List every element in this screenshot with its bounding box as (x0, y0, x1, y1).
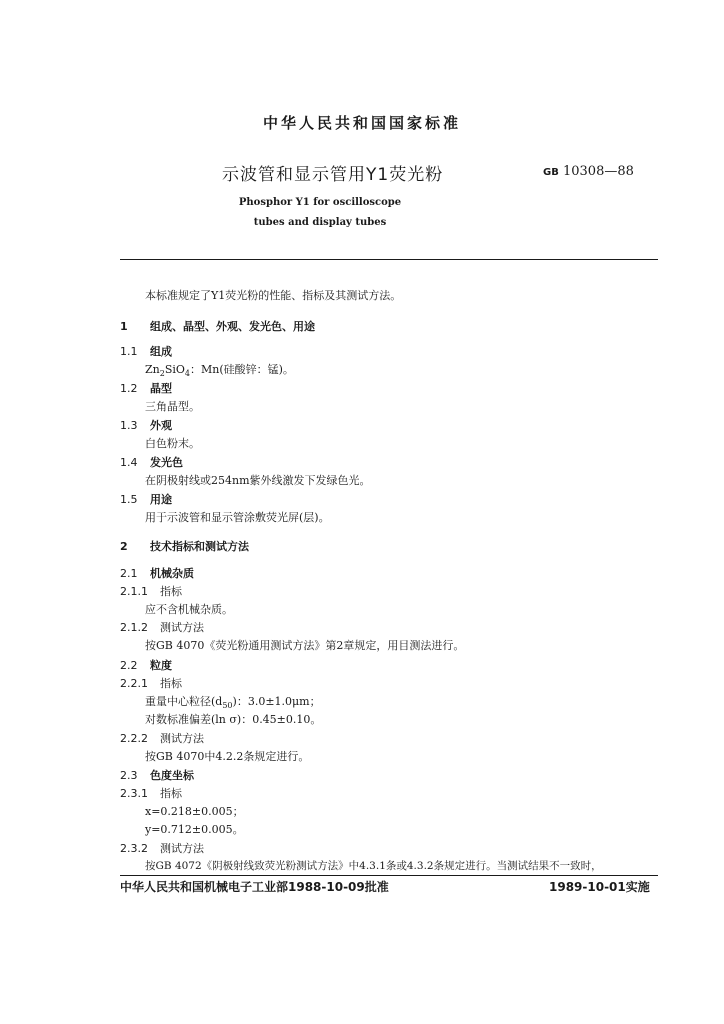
section-2-2-2-text: 按GB 4070中4.2.2条规定进行。 (145, 750, 310, 763)
section-1-5-heading (120, 491, 172, 507)
section-2-3-heading (120, 767, 194, 783)
section-title: 机械杂质 (150, 567, 194, 580)
chromaticity-y: y=0.712±0.005。 (145, 823, 244, 836)
section-title: 粒度 (150, 659, 172, 672)
section-1-3-text: 白色粉末。 (145, 437, 200, 450)
section-number: 2.2 (120, 659, 138, 672)
section-1-2-text: 三角晶型。 (145, 400, 200, 413)
gb-prefix: GB (543, 167, 559, 178)
header-rule (120, 259, 658, 260)
section-title: 指标 (160, 585, 182, 598)
gb-number: 10308—88 (562, 164, 634, 179)
composition-formula (145, 361, 294, 378)
section-number: 2 (120, 540, 128, 553)
standard-title-en-line1: Phosphor Y1 for oscilloscope (238, 197, 402, 208)
section-2-1-1-heading (120, 583, 182, 599)
section-title: 晶型 (150, 382, 172, 395)
section-number: 2.2.1 (120, 677, 148, 690)
section-number: 1.2 (120, 382, 138, 395)
section-number: 2.1.2 (120, 621, 148, 634)
section-2-3-2-text: 按GB 4072《阴极射线致荧光粉测试方法》中4.3.1条或4.3.2条规定进行。当测试结果不一致时， (145, 860, 602, 872)
section-number: 2.2.2 (120, 732, 148, 745)
standard-title-cn: 示波管和显示管用Y1荧光粉 (222, 165, 444, 185)
formula-part: ：Mn(硅酸锌：锰)。 (190, 363, 294, 376)
section-title: 用途 (150, 493, 172, 506)
implementation-date: 1989-10-01实施 (549, 880, 650, 894)
section-title: 组成、晶型、外观、发光色、用途 (150, 320, 315, 333)
section-2-1-2-heading (120, 619, 204, 635)
section-2-heading (120, 538, 249, 554)
text-part: )：3.0±1.0μm； (232, 695, 321, 708)
section-title: 指标 (160, 787, 182, 800)
section-2-3-1-heading (120, 785, 182, 801)
section-2-2-1-heading (120, 675, 182, 691)
section-number: 1.4 (120, 456, 138, 469)
section-number: 2.1.1 (120, 585, 148, 598)
section-number: 1.5 (120, 493, 138, 506)
particle-size-median (145, 693, 321, 710)
section-number: 1 (120, 320, 128, 333)
section-title: 测试方法 (160, 621, 204, 634)
section-2-2-2-heading (120, 730, 204, 746)
section-number: 1.1 (120, 345, 138, 358)
approval-line: 中华人民共和国机械电子工业部1988-10-09批准 (120, 880, 389, 894)
section-1-3-heading (120, 417, 172, 433)
section-1-5-text: 用于示波管和显示管涂敷荧光屏(层)。 (145, 511, 330, 524)
formula-subscript: 4 (184, 369, 190, 379)
section-title: 组成 (150, 345, 172, 358)
section-title: 色度坐标 (150, 769, 194, 782)
section-number: 2.3 (120, 769, 138, 782)
section-number: 2.3.1 (120, 787, 148, 800)
text-part: 重量中心粒径(d (145, 695, 223, 708)
intro-paragraph: 本标准规定了Y1荧光粉的性能、指标及其测试方法。 (145, 289, 402, 302)
section-title: 测试方法 (160, 732, 204, 745)
section-title: 外观 (150, 419, 172, 432)
chromaticity-x: x=0.218±0.005； (145, 805, 244, 818)
section-2-1-heading (120, 565, 194, 581)
standard-title-en-line2: tubes and display tubes (253, 217, 387, 228)
section-2-1-1-text: 应不含机械杂质。 (145, 603, 233, 616)
footer-rule (120, 875, 658, 876)
section-2-2-heading (120, 657, 172, 673)
section-number: 2.1 (120, 567, 138, 580)
section-title: 指标 (160, 677, 182, 690)
section-1-4-text: 在阴极射线或254nm紫外线激发下发绿色光。 (145, 474, 371, 487)
formula-part: Zn (145, 363, 160, 376)
section-1-2-heading (120, 380, 172, 396)
section-1-4-heading (120, 454, 183, 470)
text-subscript: 50 (222, 701, 233, 711)
section-title: 技术指标和测试方法 (150, 540, 249, 553)
section-2-1-2-text: 按GB 4070《荧光粉通用测试方法》第2章规定，用目测法进行。 (145, 639, 465, 652)
section-number: 1.3 (120, 419, 138, 432)
formula-part: SiO (164, 363, 185, 376)
issuing-authority: 中华人民共和国国家标准 (262, 114, 461, 132)
section-1-heading (120, 318, 315, 334)
section-title: 测试方法 (160, 842, 204, 855)
particle-size-deviation: 对数标准偏差(ln σ)：0.45±0.10。 (145, 713, 322, 726)
section-number: 2.3.2 (120, 842, 148, 855)
standard-number (543, 164, 634, 179)
section-1-1-heading (120, 343, 172, 359)
section-2-3-2-heading (120, 840, 204, 856)
formula-subscript: 2 (159, 369, 165, 379)
section-title: 发光色 (150, 456, 183, 469)
